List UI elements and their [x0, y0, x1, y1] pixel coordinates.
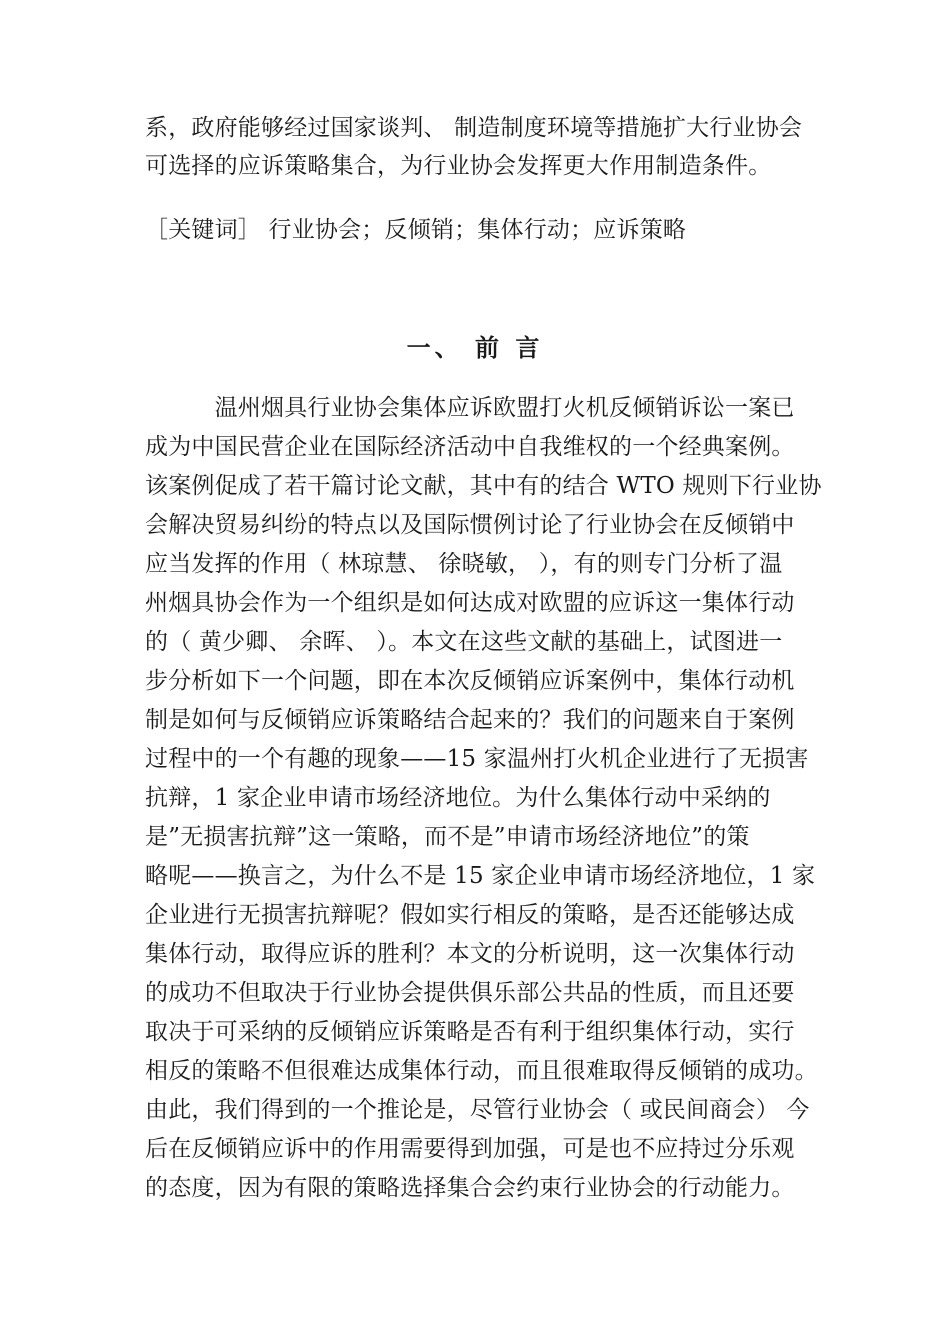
body-line: 后在反倾销应诉中的作用需要得到加强，可是也不应持过分乐观 — [145, 1136, 795, 1162]
body-line: 企业进行无损害抗辩呢？假如实行相反的策略，是否还能够达成 — [145, 902, 795, 928]
body-line: 由此，我们得到的一个推论是，尽管行业协会（ 或民间商会） 今 — [145, 1097, 810, 1123]
keywords-line: ［关键词］ 行业协会；反倾销；集体行动；应诉策略 — [145, 217, 687, 243]
body-line: 步分析如下一个问题，即在本次反倾销应诉案例中，集体行动机 — [145, 668, 795, 694]
body-line: 的成功不但取决于行业协会提供俱乐部公共品的性质，而且还要 — [145, 980, 795, 1006]
abstract-line: 系，政府能够经过国家谈判、 制造制度环境等措施扩大行业协会 — [145, 115, 803, 141]
body-line: 该案例促成了若干篇讨论文献，其中有的结合 WTO 规则下行业协 — [145, 473, 822, 499]
body-line: 取决于可采纳的反倾销应诉策略是否有利于组织集体行动，实行 — [145, 1019, 795, 1045]
body-line: 相反的策略不但很难达成集体行动，而且很难取得反倾销的成功。 — [145, 1058, 818, 1084]
body-line: 应当发挥的作用（ 林琼慧、 徐晓敏， ），有的则专门分析了温 — [145, 551, 783, 577]
body-line: 的（ 黄少卿、 余晖、 ）。本文在这些文献的基础上，试图进一 — [145, 629, 783, 655]
section-heading: 一、 前 言 — [406, 333, 544, 362]
body-line: 的态度，因为有限的策略选择集合会约束行业协会的行动能力。 — [145, 1175, 795, 1201]
body-line: 抗辩，1 家企业申请市场经济地位。为什么集体行动中采纳的 — [145, 785, 771, 811]
body-line: 略呢——换言之，为什么不是 15 家企业申请市场经济地位，1 家 — [145, 863, 816, 889]
body-line: 会解决贸易纠纷的特点以及国际惯例讨论了行业协会在反倾销中 — [145, 512, 795, 538]
body-line: 温州烟具行业协会集体应诉欧盟打火机反倾销诉讼一案已 — [145, 395, 795, 421]
body-line: 是”无损害抗辩”这一策略，而不是”申请市场经济地位”的策 — [145, 824, 750, 850]
body-line: 过程中的一个有趣的现象——15 家温州打火机企业进行了无损害 — [145, 746, 809, 772]
body-line: 州烟具协会作为一个组织是如何达成对欧盟的应诉这一集体行动 — [145, 590, 795, 616]
body-line: 制是如何与反倾销应诉策略结合起来的？我们的问题来自于案例 — [145, 707, 795, 733]
body-line: 成为中国民营企业在国际经济活动中自我维权的一个经典案例。 — [145, 434, 795, 460]
abstract-line: 可选择的应诉策略集合，为行业协会发挥更大作用制造条件。 — [145, 153, 772, 179]
body-line: 集体行动，取得应诉的胜利？本文的分析说明，这一次集体行动 — [145, 941, 795, 967]
